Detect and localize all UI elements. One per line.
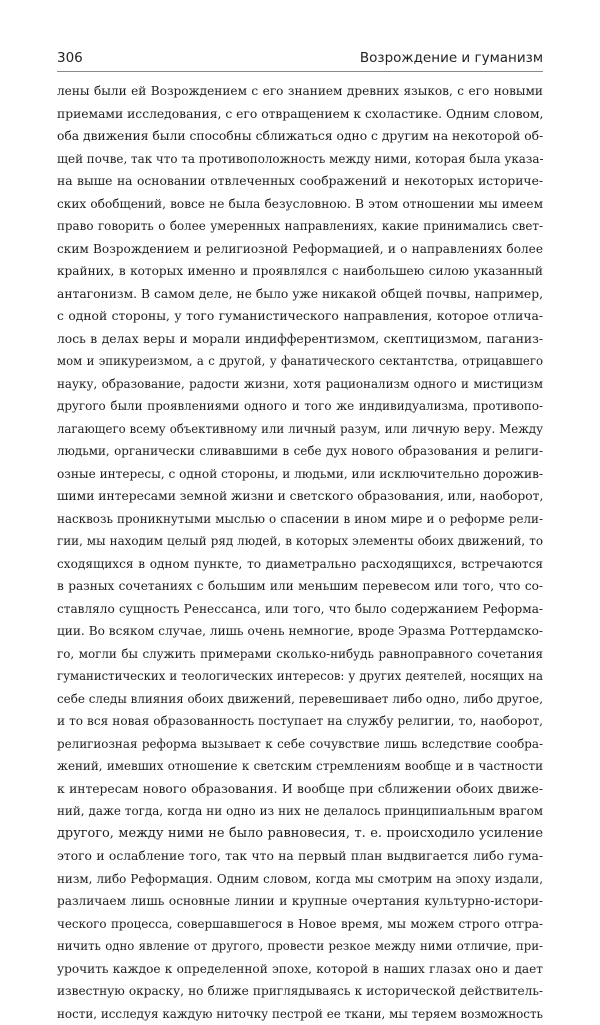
text-line: мом и эпикуреизмом, а с другой, у фанатического сектантства, отрицавшего bbox=[57, 350, 543, 373]
text-line: го, могли бы служить примерами сколько-нибудь равноправного сочетания bbox=[57, 643, 543, 666]
text-line: ничить одно явление от другого, провести резкое между ними отличие, при- bbox=[57, 935, 543, 958]
text-line: насквозь проникнутыми мыслью о спасении в ином мире и о реформе рели- bbox=[57, 508, 543, 531]
text-line: оба движения были способны сближаться одно с другим на некоторой об- bbox=[57, 125, 543, 148]
text-line: другого, между ними не было равновесия, т. е. происходило усиление bbox=[57, 823, 543, 846]
text-line: лены были ей Возрождением с его знанием древних языков, с его новыми bbox=[57, 80, 543, 103]
text-line: себе следы влияния обоих движений, перевешивает либо одно, либо другое, bbox=[57, 688, 543, 711]
text-line: ским Возрождением и религиозной Реформацией, и о направлениях более bbox=[57, 238, 543, 261]
text-line: гии, мы находим целый ряд людей, в которых элементы обоих движений, то bbox=[57, 530, 543, 553]
text-line: другого были проявлениями одного и того же индивидуализма, противопо- bbox=[57, 395, 543, 418]
section-title: Возрождение и гуманизм bbox=[360, 50, 543, 66]
text-line: жений, имевших отношение к светским стремлениям вообще и в частности bbox=[57, 755, 543, 778]
text-line: с одной стороны, у того гуманистического направления, которое отлича- bbox=[57, 305, 543, 328]
text-line: антагонизм. В самом деле, не было уже никакой общей почвы, например, bbox=[57, 283, 543, 306]
text-line: лагающего всему объективному или личный разум, или личную веру. Между bbox=[57, 418, 543, 441]
text-line: к интересам нового образования. И вообще при сближении обоих движе- bbox=[57, 778, 543, 801]
text-line: людьми, органически сливавшими в себе дух нового образования и религи- bbox=[57, 440, 543, 463]
text-line: ний, даже тогда, когда ни одно из них не делалось принципиальным врагом bbox=[57, 800, 543, 823]
text-line: ских обобщений, вовсе не была безусловною. В этом отношении мы имеем bbox=[57, 193, 543, 216]
text-line: низм, либо Реформация. Одним словом, когда мы смотрим на эпоху издали, bbox=[57, 868, 543, 891]
running-header bbox=[57, 50, 543, 70]
text-line: науку, образование, радости жизни, хотя рационализм одного и мистицизм bbox=[57, 373, 543, 396]
text-line: ции. Во всяком случае, лишь очень немногие, вроде Эразма Роттердамско- bbox=[57, 620, 543, 643]
text-line: ставляло сущность Ренессанса, или того, что было содержанием Реформа- bbox=[57, 598, 543, 621]
page-number: 306 bbox=[57, 50, 83, 66]
body-text bbox=[57, 80, 543, 1025]
text-line: ности, исследуя каждую ниточку пестрой ее ткани, мы теряем возможность bbox=[57, 1003, 543, 1025]
text-line: сходящихся в одном пункте, то диаметрально расходящихся, встречаются bbox=[57, 553, 543, 576]
text-line: озные интересы, с одной стороны, и людьми, или исключительно дорожив- bbox=[57, 463, 543, 486]
text-line: различаем лишь основные линии и крупные очертания культурно-истори- bbox=[57, 890, 543, 913]
text-line: щей почве, так что та противоположность между ними, которая была указа- bbox=[57, 148, 543, 171]
text-line: урочить каждое к определенной эпохе, которой в наших глазах оно и дает bbox=[57, 958, 543, 981]
text-line: приемами исследования, с его отвращением к схоластике. Одним словом, bbox=[57, 103, 543, 126]
text-line: этого и ослабление того, так что на первый план выдвигается либо гума- bbox=[57, 845, 543, 868]
text-line: на выше на основании отвлеченных соображений и некоторых историче- bbox=[57, 170, 543, 193]
text-line: шими интересами земной жизни и светского образования, или, наоборот, bbox=[57, 485, 543, 508]
text-line: в разных сочетаниях с большим или меньшим перевесом или того, что со- bbox=[57, 575, 543, 598]
text-line: и то вся новая образованность поступает на службу религии, то, наоборот, bbox=[57, 710, 543, 733]
text-line: крайних, в которых именно и проявлялся с наибольшею силою указанный bbox=[57, 260, 543, 283]
text-line: гуманистических и теологических интересов: у других деятелей, носящих на bbox=[57, 665, 543, 688]
header-rule bbox=[57, 71, 543, 72]
text-line: религиозная реформа вызывает к себе сочувствие лишь вследствие сообра- bbox=[57, 733, 543, 756]
text-line: ческого процесса, совершавшегося в Новое время, мы можем строго отгра- bbox=[57, 913, 543, 936]
text-line: право говорить о более умеренных направлениях, какие принимались свет- bbox=[57, 215, 543, 238]
text-line: известную окраску, но ближе приглядываясь к исторической действитель- bbox=[57, 980, 543, 1003]
text-line: лось в делах веры и морали индифферентизмом, скептицизмом, паганиз- bbox=[57, 328, 543, 351]
